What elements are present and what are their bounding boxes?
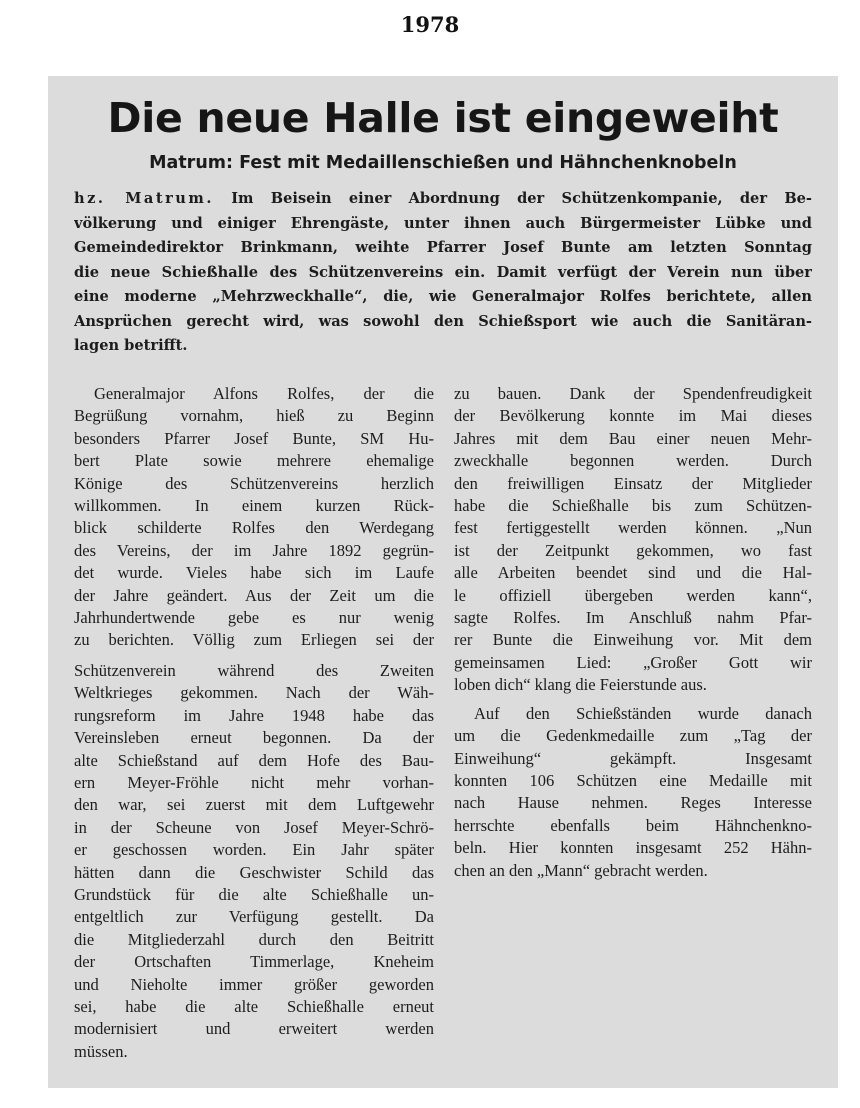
text-line: nach Hause nehmen. Reges Interesse bbox=[454, 793, 812, 813]
text-line: gemeinsamen Lied: „Großer Gott wir bbox=[454, 652, 812, 672]
text-line: der Jahre geändert. Aus der Zeit um die bbox=[74, 585, 434, 605]
text-line: entgeltlich zur Verfügung gestellt. Da bbox=[74, 907, 434, 927]
lead-paragraph bbox=[74, 187, 812, 359]
text-line: habe die Schießhalle bis zum Schützen- bbox=[454, 496, 812, 516]
text-line: Weltkrieges gekommen. Nach der Wäh- bbox=[74, 683, 434, 703]
text-line: sei, habe die alte Schießhalle erneut bbox=[74, 996, 434, 1016]
text-line: der Ortschaften Timmerlage, Kneheim bbox=[74, 952, 434, 972]
text-line: rungsreform im Jahre 1948 habe das bbox=[74, 705, 434, 725]
text-line: Könige des Schützenvereins herzlich bbox=[74, 473, 434, 493]
text-line: Jahres mit dem Bau einer neuen Mehr- bbox=[454, 428, 812, 448]
text-line: der Bevölkerung konnte im Mai dieses bbox=[454, 406, 812, 426]
body-column-right bbox=[454, 383, 812, 882]
text-line: Generalmajor Alfons Rolfes, der die bbox=[94, 384, 434, 403]
text-line: beln. Hier konnten insgesamt 252 Hähn- bbox=[454, 838, 812, 858]
text-line: in der Scheune von Josef Meyer-Schrö- bbox=[74, 817, 434, 837]
text-line: Grundstück für die alte Schießhalle un- bbox=[74, 884, 434, 904]
text-line: loben dich“ klang die Feierstunde aus. bbox=[454, 675, 707, 695]
text-line: des Vereins, der im Jahre 1892 gegrün- bbox=[74, 540, 434, 560]
text-line: bert Plate sowie mehrere ehemalige bbox=[74, 451, 434, 471]
text-line: zweckhalle begonnen werden. Durch bbox=[454, 451, 812, 471]
text-line: ist der Zeitpunkt gekommen, wo fast bbox=[454, 540, 812, 560]
text-line: und Nieholte immer größer geworden bbox=[74, 974, 434, 994]
lead-line: lagen betrifft. bbox=[74, 337, 188, 354]
text-line: Begrüßung vornahm, hieß zu Beginn bbox=[74, 406, 434, 426]
text-line: det wurde. Vieles habe sich im Laufe bbox=[74, 563, 434, 583]
text-line: chen an den „Mann“ gebracht werden. bbox=[454, 860, 708, 880]
text-line: Vereinsleben erneut begonnen. Da der bbox=[74, 728, 434, 748]
text-line: besonders Pfarrer Josef Bunte, SM Hu- bbox=[74, 428, 434, 448]
text-line: Schützenverein während des Zweiten bbox=[74, 660, 434, 680]
text-line: willkommen. In einem kurzen Rück- bbox=[74, 496, 434, 516]
text-line: sagte Rolfes. Im Anschluß nahm Pfar- bbox=[454, 608, 812, 628]
text-line: rer Bunte die Einweihung vor. Mit dem bbox=[454, 630, 812, 650]
text-line: um die Gedenkmedaille zum „Tag der bbox=[454, 726, 812, 746]
lead-line: eine moderne „Mehrzweckhalle“, die, wie Generalmajor Rolfes berichtete, allen bbox=[74, 288, 812, 305]
text-line: zu bauen. Dank der Spendenfreudigkeit bbox=[454, 384, 812, 403]
lead-line: völkerung und einiger Ehrengäste, unter ihnen auch Bürgermeister Lübke und bbox=[74, 214, 812, 232]
page-year: 1978 bbox=[400, 12, 460, 37]
text-line: hätten dann die Geschwister Schild das bbox=[74, 862, 434, 882]
text-line: herrschte ebenfalls beim Hähnchenkno- bbox=[454, 815, 812, 835]
lead-line bbox=[74, 187, 812, 212]
text-line: fest fertiggestellt werden können. „Nun bbox=[454, 518, 812, 538]
text-line: le offiziell übergeben werden kann“, bbox=[454, 585, 812, 605]
text-line: modernisiert und erweitert werden bbox=[74, 1019, 434, 1039]
lead-line-text: Im Beisein einer Abordnung der Schützenkompanie, der Be- bbox=[231, 190, 812, 207]
text-line: konnten 106 Schützen eine Medaille mit bbox=[454, 770, 812, 790]
text-line: alte Schießstand auf dem Hofe des Bau- bbox=[74, 750, 434, 770]
text-line: zu berichten. Völlig zum Erliegen sei der bbox=[74, 630, 434, 650]
text-line: er geschossen worden. Ein Jahr später bbox=[74, 840, 434, 860]
text-line: alle Arbeiten beendet sind und die Hal- bbox=[454, 563, 812, 583]
text-line: ern Meyer-Fröhle nicht mehr vorhan- bbox=[74, 772, 434, 792]
headline: Die neue Halle ist eingeweiht bbox=[107, 94, 779, 142]
text-line: Auf den Schießständen wurde danach bbox=[474, 703, 812, 723]
text-line: müssen. bbox=[74, 1041, 128, 1061]
text-line: Einweihung“ gekämpft. Insgesamt bbox=[454, 748, 812, 768]
newspaper-clipping bbox=[48, 76, 838, 1088]
text-line: die Mitgliederzahl durch den Beitritt bbox=[74, 929, 434, 949]
dateline: hz. Matrum. bbox=[74, 190, 214, 207]
text-line: den war, sei zuerst mit dem Luftgewehr bbox=[74, 795, 434, 815]
text-line: Jahrhundertwende gebe es nur wenig bbox=[74, 608, 434, 628]
lead-line: Ansprüchen gerecht wird, was sowohl den Schießsport wie auch die Sanitäran- bbox=[74, 312, 812, 330]
subheadline: Matrum: Fest mit Medaillenschießen und Hähnchenknobeln bbox=[149, 153, 737, 173]
lead-line: Gemeindedirektor Brinkmann, weihte Pfarrer Josef Bunte am letzten Sonntag bbox=[74, 239, 812, 256]
text-line: den freiwilligen Einsatz der Mitglieder bbox=[454, 473, 812, 493]
lead-line: die neue Schießhalle des Schützenvereins ein. Damit verfügt der Verein nun über bbox=[74, 263, 812, 281]
body-column-left bbox=[74, 383, 434, 1063]
text-line: blick schilderte Rolfes den Werdegang bbox=[74, 518, 434, 538]
